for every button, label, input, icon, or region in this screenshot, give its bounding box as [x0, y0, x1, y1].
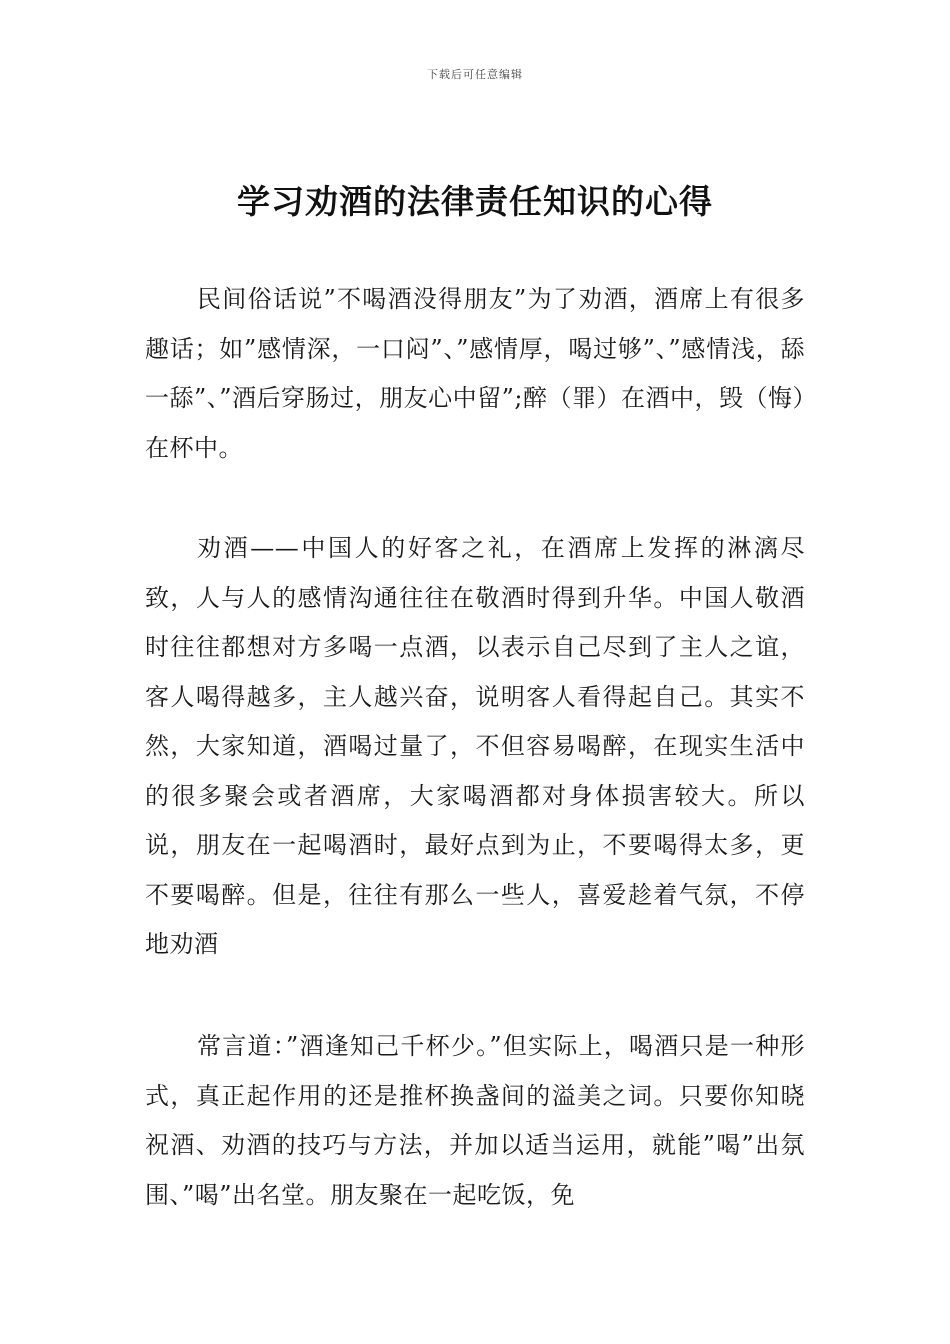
document-title: 学习劝酒的法律责任知识的心得 — [237, 182, 713, 221]
paragraph: 常言道：”酒逢知己千杯少。”但实际上，喝酒只是一种形式，真正起作用的还是推杯换盏间的溢美之词。只要你知晓祝酒、劝酒的技巧与方法，并加以适当运用，就能”喝”出氛围、”喝”出名堂。朋友聚在一起吃饭，免 — [145, 1032, 805, 1209]
paragraph: 民间俗话说”不喝酒没得朋友”为了劝酒，酒席上有很多趣话；如”感情深，一口闷”、”感情厚，喝过够”、”感情浅，舔一舔”、”酒后穿肠过，朋友心中留”;醉（罪）在酒中，毁（悔）在杯中。 — [145, 285, 805, 462]
header-note: 下载后可任意编辑 — [427, 68, 523, 81]
paragraph-2-block — [145, 524, 805, 970]
paragraph-3-block — [145, 1022, 805, 1220]
paragraph: 劝酒——中国人的好客之礼，在酒席上发挥的淋漓尽致，人与人的感情沟通往往在敬酒时得到升华。中国人敬酒时往往都想对方多喝一点酒，以表示自己尽到了主人之谊，客人喝得越多，主人越兴奋，说明客人看得起自己。其实不然，大家知道，酒喝过量了，不但容易喝醉，在现实生活中的很多聚会或者酒席，大家喝酒都对身体损害较大。所以说，朋友在一起喝酒时，最好点到为止，不要喝得太多，更不要喝醉。但是，往往有那么一些人，喜爱趁着气氛，不停地劝酒 — [145, 534, 805, 958]
paragraph-1-block — [145, 275, 805, 473]
